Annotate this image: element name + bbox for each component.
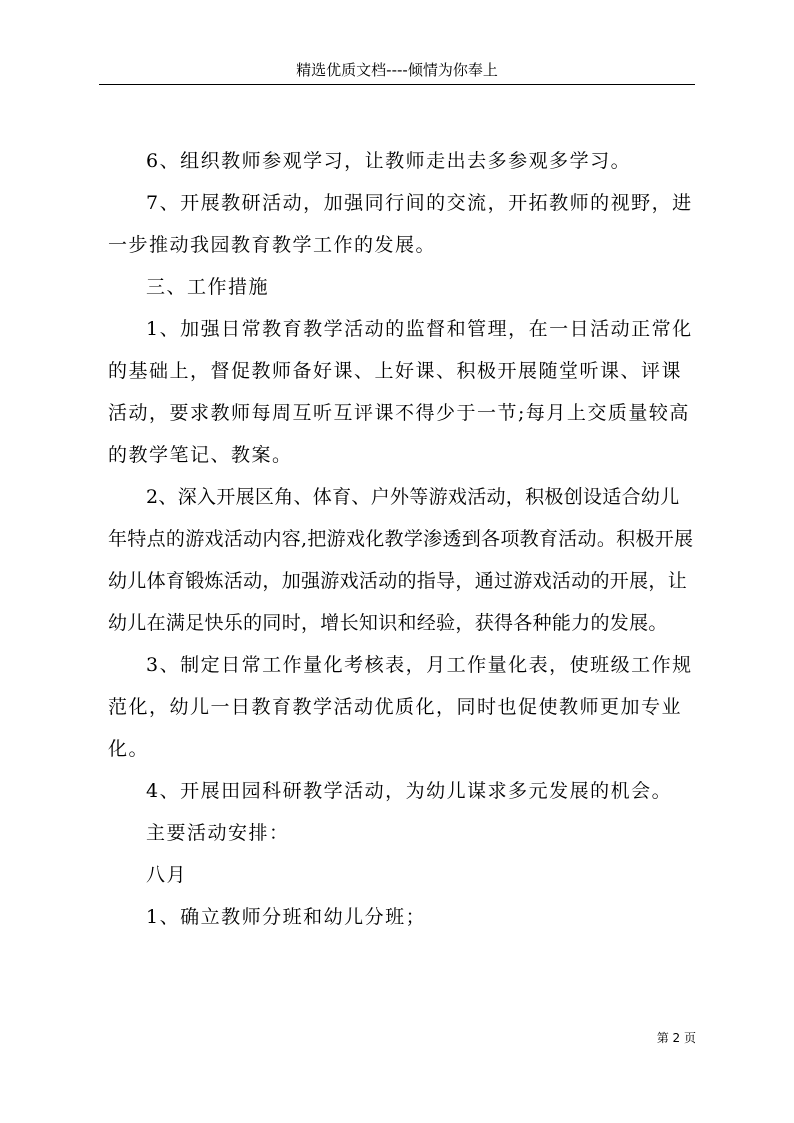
paragraph-measure-3: 3、制定日常工作量化考核表，月工作量化表，使班级工作规范化，幼儿一日教育教学活动优质化，同时也促使教师更加专业化。 [108, 654, 693, 760]
section-heading-measures: 三、工作措施 [146, 276, 270, 298]
page-footer [0, 1030, 696, 1046]
header-title: 精选优质文档----倾情为你奉上 [296, 61, 498, 79]
page-number: 第 2 页 [656, 1031, 696, 1045]
paragraph-august-1: 1、确立教师分班和幼儿分班； [146, 906, 427, 928]
page-header [99, 56, 695, 85]
paragraph-item-7: 7、开展教研活动，加强同行间的交流，开拓教师的视野，进一步推动我园教育教学工作的发展。 [108, 192, 693, 256]
paragraph-measure-4: 4、开展田园科研教学活动，为幼儿谋求多元发展的机会。 [146, 780, 673, 802]
subheading-main-activities: 主要活动安排： [146, 822, 290, 844]
paragraph-measure-1: 1、加强日常教育教学活动的监督和管理，在一日活动正常化的基础上，督促教师备好课、上好课、积极开展随堂听课、评课活动，要求教师每周互听互评课不得少于一节;每月上交质量较高的教学笔记、教案。 [108, 318, 693, 466]
document-body [108, 140, 694, 938]
paragraph-measure-2: 2、深入开展区角、体育、户外等游戏活动，积极创设适合幼儿年特点的游戏活动内容,把游戏化教学渗透到各项教育活动。积极开展幼儿体育锻炼活动，加强游戏活动的指导，通过游戏活动的开展，让幼儿在满足快乐的同时，增长知识和经验，获得各种能力的发展。 [108, 486, 694, 634]
paragraph-item-6: 6、组织教师参观学习，让教师走出去多参观多学习。 [146, 150, 632, 172]
subheading-august: 八月 [146, 864, 188, 886]
